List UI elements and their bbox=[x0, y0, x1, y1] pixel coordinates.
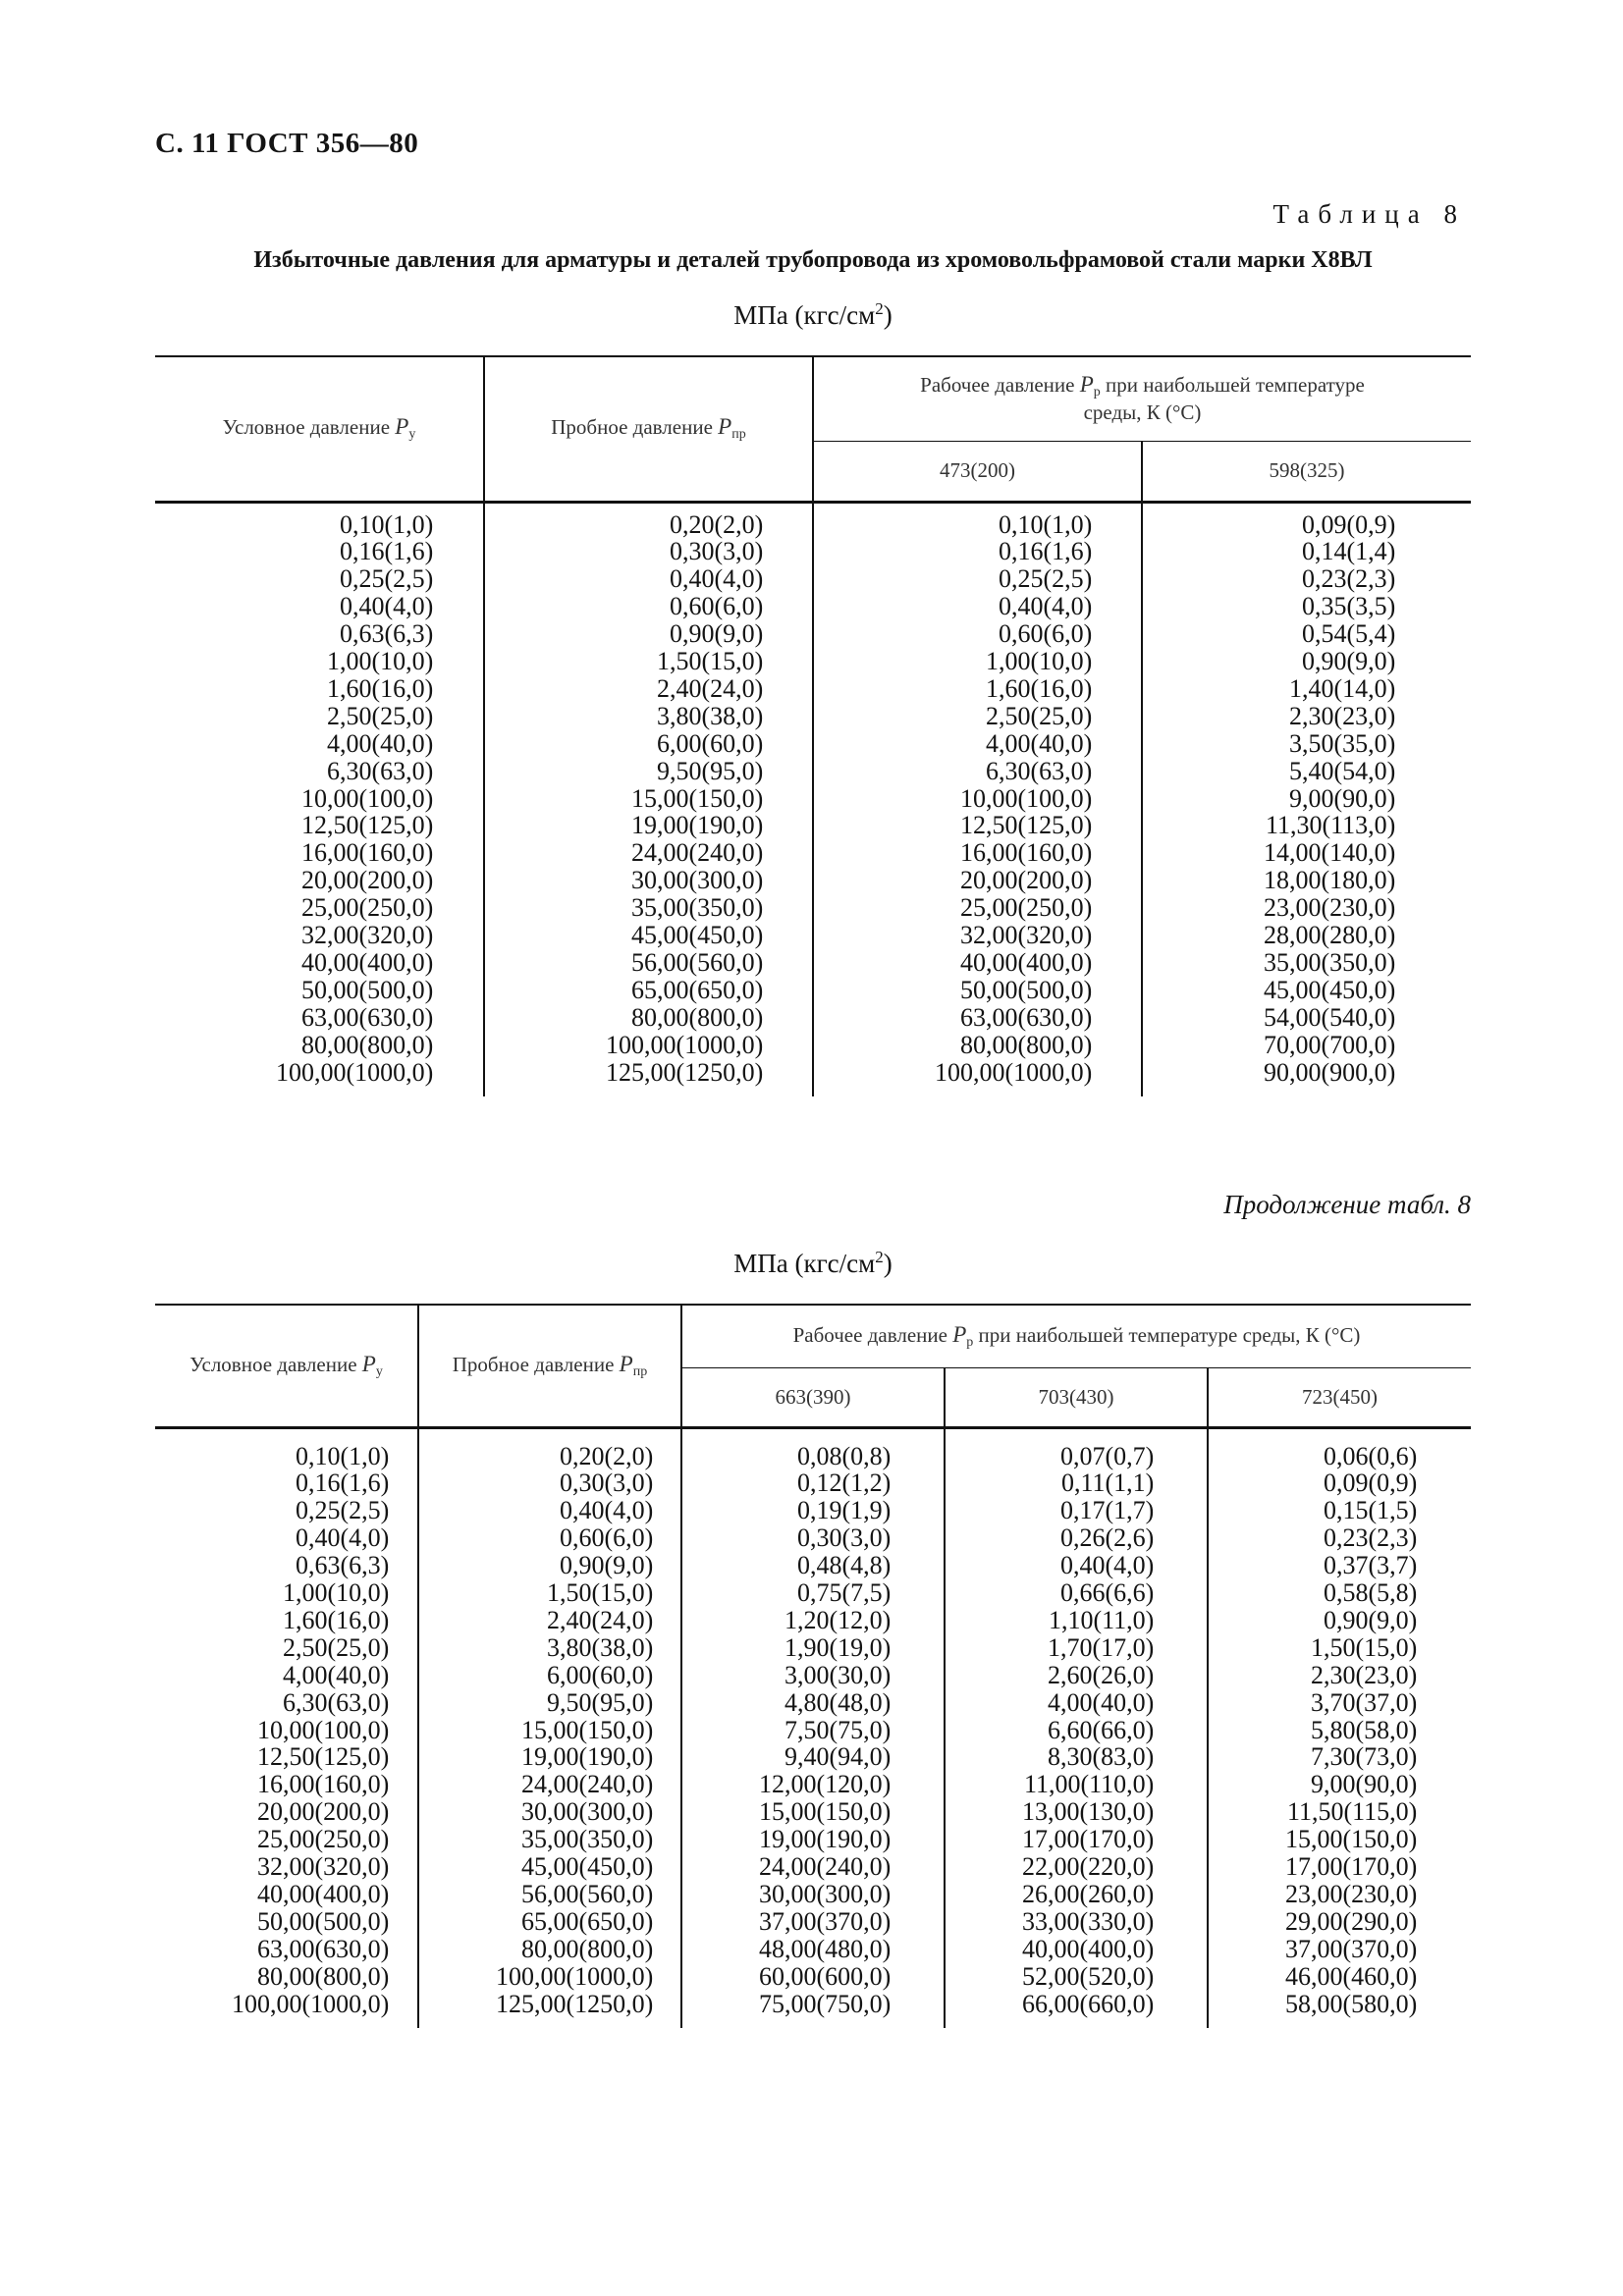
cell-value: 32,00(320,0) bbox=[301, 921, 434, 950]
header-temp-450: 723(450) bbox=[1208, 1367, 1471, 1427]
header-temp-200: 473(200) bbox=[813, 441, 1142, 502]
cell-value: 30,00(300,0) bbox=[521, 1797, 654, 1827]
cell-value: 16,00(160,0) bbox=[257, 1770, 390, 1799]
table-number: Таблица 8 bbox=[1272, 199, 1466, 229]
cell-value: 8,30(83,0) bbox=[1048, 1742, 1155, 1772]
cell-value: 15,00(150,0) bbox=[1285, 1825, 1418, 1854]
cell-value: 20,00(200,0) bbox=[257, 1797, 390, 1827]
cell-value: 35,00(350,0) bbox=[1264, 948, 1396, 977]
cell-value: 56,00(560,0) bbox=[521, 1880, 654, 1908]
cell-value: 5,80(58,0) bbox=[1311, 1715, 1418, 1744]
header-temp-325: 598(325) bbox=[1142, 441, 1471, 502]
cell-value: 66,00(660,0) bbox=[1022, 1989, 1155, 2018]
col-nominal bbox=[155, 502, 484, 1096]
header-working-pressure-2: Рабочее давление $P_р$ при наибольшей температуре среды, К (°С) bbox=[681, 1305, 1471, 1367]
cell-value: 0,10(1,0) bbox=[296, 1441, 390, 1470]
cell-value: 1,60(16,0) bbox=[283, 1605, 390, 1634]
cell-value: 15,00(150,0) bbox=[759, 1797, 892, 1827]
cell-value: 100,00(1000,0) bbox=[935, 1057, 1093, 1087]
cell-value: 0,90(9,0) bbox=[1324, 1605, 1418, 1634]
cell-value: 11,30(113,0) bbox=[1265, 811, 1396, 840]
pressure-table-1 bbox=[155, 355, 1471, 1096]
cell-value: 0,58(5,8) bbox=[1324, 1578, 1418, 1608]
cell-value: 6,30(63,0) bbox=[986, 756, 1093, 785]
cell-value: 125,00(1250,0) bbox=[496, 1989, 654, 2018]
cell-value: 65,00(650,0) bbox=[631, 975, 764, 1004]
cell-value: 30,00(300,0) bbox=[631, 866, 764, 895]
cell-value: 0,25(2,5) bbox=[296, 1496, 390, 1525]
cell-value: 0,40(4,0) bbox=[999, 592, 1093, 621]
cell-value: 40,00(400,0) bbox=[257, 1880, 390, 1908]
cell-value: 1,70(17,0) bbox=[1048, 1632, 1155, 1662]
header-working-pressure: Рабочее давление $P_р$ при наибольшей температуре среды, К (°С) bbox=[813, 356, 1471, 441]
cell-value: 1,90(19,0) bbox=[784, 1632, 892, 1662]
cell-value: 0,35(3,5) bbox=[1302, 592, 1396, 621]
cell-value: 58,00(580,0) bbox=[1285, 1989, 1418, 2018]
cell-value: 24,00(240,0) bbox=[631, 838, 764, 868]
units-close: ) bbox=[883, 300, 893, 330]
cell-value: 48,00(480,0) bbox=[759, 1934, 892, 1963]
cell-value: 1,10(11,0) bbox=[1048, 1605, 1155, 1634]
cell-value: 3,80(38,0) bbox=[657, 701, 764, 730]
cell-value: 30,00(300,0) bbox=[759, 1880, 892, 1908]
cell-value: 63,00(630,0) bbox=[301, 1002, 434, 1032]
cell-value: 0,23(2,3) bbox=[1302, 564, 1396, 594]
cell-value: 1,20(12,0) bbox=[784, 1605, 892, 1634]
cell-value: 0,15(1,5) bbox=[1324, 1496, 1418, 1525]
cell-value: 24,00(240,0) bbox=[521, 1770, 654, 1799]
cell-value: 80,00(800,0) bbox=[631, 1002, 764, 1032]
cell-value: 19,00(190,0) bbox=[759, 1825, 892, 1854]
cell-value: 33,00(330,0) bbox=[1022, 1906, 1155, 1936]
cell-value: 0,60(6,0) bbox=[560, 1523, 654, 1553]
cell-value: 45,00(450,0) bbox=[1264, 975, 1396, 1004]
cell-value: 9,40(94,0) bbox=[784, 1742, 892, 1772]
cell-value: 80,00(800,0) bbox=[521, 1934, 654, 1963]
cell-value: 0,09(0,9) bbox=[1324, 1468, 1418, 1498]
header-nominal-pressure: Условное давление $P_у$ bbox=[155, 356, 484, 502]
header-nominal-pressure-2: Условное давление $P_у$ bbox=[155, 1305, 418, 1427]
cell-value: 35,00(350,0) bbox=[631, 893, 764, 923]
cell-value: 32,00(320,0) bbox=[257, 1852, 390, 1882]
cell-value: 23,00(230,0) bbox=[1285, 1880, 1418, 1908]
cell-value: 100,00(1000,0) bbox=[232, 1989, 390, 2018]
cell-value: 9,50(95,0) bbox=[547, 1687, 654, 1717]
cell-value: 0,14(1,4) bbox=[1302, 537, 1396, 566]
cell-value: 0,63(6,3) bbox=[296, 1551, 390, 1580]
cell-value: 4,80(48,0) bbox=[784, 1687, 892, 1717]
cell-value: 100,00(1000,0) bbox=[606, 1030, 764, 1059]
units-text-2: МПа (кгс/см bbox=[733, 1249, 876, 1278]
cell-value: 10,00(100,0) bbox=[960, 783, 1093, 813]
page-header: С. 11 ГОСТ 356—80 bbox=[155, 128, 419, 159]
cell-value: 1,00(10,0) bbox=[986, 647, 1093, 676]
units-exponent: 2 bbox=[875, 299, 884, 318]
cell-value: 4,00(40,0) bbox=[283, 1660, 390, 1689]
cell-value: 80,00(800,0) bbox=[301, 1030, 434, 1059]
cell-value: 45,00(450,0) bbox=[521, 1852, 654, 1882]
cell-value: 20,00(200,0) bbox=[301, 866, 434, 895]
cell-value: 29,00(290,0) bbox=[1285, 1906, 1418, 1936]
cell-value: 80,00(800,0) bbox=[257, 1961, 390, 1991]
cell-value: 6,60(66,0) bbox=[1048, 1715, 1155, 1744]
cell-value: 52,00(520,0) bbox=[1022, 1961, 1155, 1991]
cell-value: 18,00(180,0) bbox=[1264, 866, 1396, 895]
cell-value: 15,00(150,0) bbox=[631, 783, 764, 813]
cell-value: 1,50(15,0) bbox=[547, 1578, 654, 1608]
cell-value: 24,00(240,0) bbox=[759, 1852, 892, 1882]
header-test-pressure: Пробное давление $P_{пр}$ bbox=[484, 356, 813, 502]
cell-value: 0,08(0,8) bbox=[797, 1441, 892, 1470]
cell-value: 60,00(600,0) bbox=[759, 1961, 892, 1991]
cell-value: 20,00(200,0) bbox=[960, 866, 1093, 895]
cell-value: 2,60(26,0) bbox=[1048, 1660, 1155, 1689]
cell-value: 0,20(2,0) bbox=[670, 509, 764, 539]
cell-value: 0,06(0,6) bbox=[1324, 1441, 1418, 1470]
cell-value: 9,50(95,0) bbox=[657, 756, 764, 785]
cell-value: 13,00(130,0) bbox=[1022, 1797, 1155, 1827]
cell-value: 0,25(2,5) bbox=[999, 564, 1093, 594]
cell-value: 6,30(63,0) bbox=[327, 756, 434, 785]
cell-value: 15,00(150,0) bbox=[521, 1715, 654, 1744]
cell-value: 70,00(700,0) bbox=[1264, 1030, 1396, 1059]
cell-value: 0,90(9,0) bbox=[560, 1551, 654, 1580]
cell-value: 6,00(60,0) bbox=[547, 1660, 654, 1689]
cell-value: 54,00(540,0) bbox=[1264, 1002, 1396, 1032]
cell-value: 56,00(560,0) bbox=[631, 948, 764, 977]
cell-value: 0,40(4,0) bbox=[560, 1496, 654, 1525]
cell-value: 0,37(3,7) bbox=[1324, 1551, 1418, 1580]
cell-value: 80,00(800,0) bbox=[960, 1030, 1093, 1059]
col-temp-325 bbox=[1142, 502, 1471, 1096]
col-temp-390 bbox=[681, 1427, 945, 2028]
cell-value: 0,40(4,0) bbox=[670, 564, 764, 594]
col-temp-430 bbox=[945, 1427, 1208, 2028]
col-temp-200 bbox=[813, 502, 1142, 1096]
cell-value: 10,00(100,0) bbox=[257, 1715, 390, 1744]
cell-value: 35,00(350,0) bbox=[521, 1825, 654, 1854]
cell-value: 3,00(30,0) bbox=[784, 1660, 892, 1689]
cell-value: 0,90(9,0) bbox=[1302, 647, 1396, 676]
continuation-label: Продолжение табл. 8 bbox=[1223, 1190, 1471, 1219]
header-temp-390: 663(390) bbox=[681, 1367, 945, 1427]
cell-value: 0,40(4,0) bbox=[296, 1523, 390, 1553]
cell-value: 19,00(190,0) bbox=[631, 811, 764, 840]
cell-value: 0,12(1,2) bbox=[797, 1468, 892, 1498]
cell-value: 45,00(450,0) bbox=[631, 921, 764, 950]
cell-value: 46,00(460,0) bbox=[1285, 1961, 1418, 1991]
cell-value: 0,07(0,7) bbox=[1060, 1441, 1155, 1470]
units-exponent-2: 2 bbox=[875, 1248, 884, 1266]
cell-value: 0,40(4,0) bbox=[1060, 1551, 1155, 1580]
cell-value: 26,00(260,0) bbox=[1022, 1880, 1155, 1908]
cell-value: 2,50(25,0) bbox=[283, 1632, 390, 1662]
cell-value: 2,50(25,0) bbox=[986, 701, 1093, 730]
cell-value: 4,00(40,0) bbox=[1048, 1687, 1155, 1717]
cell-value: 0,19(1,9) bbox=[797, 1496, 892, 1525]
cell-value: 0,63(6,3) bbox=[340, 619, 434, 649]
cell-value: 12,50(125,0) bbox=[301, 811, 434, 840]
cell-value: 40,00(400,0) bbox=[1022, 1934, 1155, 1963]
cell-value: 37,00(370,0) bbox=[1285, 1934, 1418, 1963]
cell-value: 9,00(90,0) bbox=[1289, 783, 1396, 813]
cell-value: 0,10(1,0) bbox=[340, 509, 434, 539]
cell-value: 0,40(4,0) bbox=[340, 592, 434, 621]
cell-value: 3,70(37,0) bbox=[1311, 1687, 1418, 1717]
cell-value: 7,50(75,0) bbox=[784, 1715, 892, 1744]
cell-value: 1,00(10,0) bbox=[283, 1578, 390, 1608]
cell-value: 65,00(650,0) bbox=[521, 1906, 654, 1936]
cell-value: 23,00(230,0) bbox=[1264, 893, 1396, 923]
cell-value: 2,30(23,0) bbox=[1311, 1660, 1418, 1689]
cell-value: 3,80(38,0) bbox=[547, 1632, 654, 1662]
cell-value: 12,50(125,0) bbox=[257, 1742, 390, 1772]
cell-value: 17,00(170,0) bbox=[1022, 1825, 1155, 1854]
cell-value: 0,16(1,6) bbox=[340, 537, 434, 566]
cell-value: 7,30(73,0) bbox=[1311, 1742, 1418, 1772]
cell-value: 63,00(630,0) bbox=[960, 1002, 1093, 1032]
cell-value: 0,20(2,0) bbox=[560, 1441, 654, 1470]
cell-value: 100,00(1000,0) bbox=[496, 1961, 654, 1991]
cell-value: 0,66(6,6) bbox=[1060, 1578, 1155, 1608]
header-temp-430: 703(430) bbox=[945, 1367, 1208, 1427]
cell-value: 50,00(500,0) bbox=[301, 975, 434, 1004]
cell-value: 22,00(220,0) bbox=[1022, 1852, 1155, 1882]
cell-value: 0,75(7,5) bbox=[797, 1578, 892, 1608]
table-caption: Избыточные давления для арматуры и деталей трубопровода из хромовольфрамовой стали марки Х8ВЛ bbox=[253, 247, 1373, 273]
cell-value: 4,00(40,0) bbox=[986, 728, 1093, 758]
cell-value: 6,00(60,0) bbox=[657, 728, 764, 758]
col-test bbox=[484, 502, 813, 1096]
cell-value: 75,00(750,0) bbox=[759, 1989, 892, 2018]
cell-value: 14,00(140,0) bbox=[1264, 838, 1396, 868]
cell-value: 9,00(90,0) bbox=[1311, 1770, 1418, 1799]
cell-value: 1,40(14,0) bbox=[1289, 673, 1396, 703]
units-label-2 bbox=[155, 1248, 1471, 1279]
cell-value: 0,16(1,6) bbox=[999, 537, 1093, 566]
cell-value: 0,30(3,0) bbox=[797, 1523, 892, 1553]
cell-value: 0,90(9,0) bbox=[670, 619, 764, 649]
cell-value: 0,25(2,5) bbox=[340, 564, 434, 594]
cell-value: 25,00(250,0) bbox=[257, 1825, 390, 1854]
cell-value: 19,00(190,0) bbox=[521, 1742, 654, 1772]
cell-value: 90,00(900,0) bbox=[1264, 1057, 1396, 1087]
cell-value: 50,00(500,0) bbox=[960, 975, 1093, 1004]
cell-value: 1,00(10,0) bbox=[327, 647, 434, 676]
cell-value: 0,11(1,1) bbox=[1060, 1468, 1155, 1498]
cell-value: 17,00(170,0) bbox=[1285, 1852, 1418, 1882]
cell-value: 11,50(115,0) bbox=[1286, 1797, 1418, 1827]
cell-value: 50,00(500,0) bbox=[257, 1906, 390, 1936]
cell-value: 2,30(23,0) bbox=[1289, 701, 1396, 730]
cell-value: 0,17(1,7) bbox=[1060, 1496, 1155, 1525]
cell-value: 1,60(16,0) bbox=[986, 673, 1093, 703]
pressure-table-2 bbox=[155, 1304, 1471, 2028]
cell-value: 12,00(120,0) bbox=[759, 1770, 892, 1799]
cell-value: 0,10(1,0) bbox=[999, 509, 1093, 539]
cell-value: 0,09(0,9) bbox=[1302, 509, 1396, 539]
cell-value: 0,48(4,8) bbox=[797, 1551, 892, 1580]
cell-value: 2,40(24,0) bbox=[547, 1605, 654, 1634]
cell-value: 0,60(6,0) bbox=[999, 619, 1093, 649]
cell-value: 0,26(2,6) bbox=[1060, 1523, 1155, 1553]
cell-value: 25,00(250,0) bbox=[301, 893, 434, 923]
cell-value: 1,50(15,0) bbox=[1311, 1632, 1418, 1662]
col-temp-450 bbox=[1208, 1427, 1471, 2028]
cell-value: 16,00(160,0) bbox=[301, 838, 434, 868]
col-nominal-2 bbox=[155, 1427, 418, 2028]
cell-value: 125,00(1250,0) bbox=[606, 1057, 764, 1087]
cell-value: 1,60(16,0) bbox=[327, 673, 434, 703]
units-label bbox=[155, 299, 1471, 331]
cell-value: 0,30(3,0) bbox=[560, 1468, 654, 1498]
units-close-2: ) bbox=[883, 1249, 893, 1278]
cell-value: 10,00(100,0) bbox=[301, 783, 434, 813]
cell-value: 16,00(160,0) bbox=[960, 838, 1093, 868]
cell-value: 12,50(125,0) bbox=[960, 811, 1093, 840]
cell-value: 6,30(63,0) bbox=[283, 1687, 390, 1717]
cell-value: 5,40(54,0) bbox=[1289, 756, 1396, 785]
cell-value: 32,00(320,0) bbox=[960, 921, 1093, 950]
cell-value: 0,30(3,0) bbox=[670, 537, 764, 566]
header-test-pressure-2: Пробное давление $P_{пр}$ bbox=[418, 1305, 681, 1427]
cell-value: 11,00(110,0) bbox=[1023, 1770, 1155, 1799]
cell-value: 2,50(25,0) bbox=[327, 701, 434, 730]
cell-value: 3,50(35,0) bbox=[1289, 728, 1396, 758]
cell-value: 1,50(15,0) bbox=[657, 647, 764, 676]
units-text: МПа (кгс/см bbox=[733, 300, 876, 330]
cell-value: 25,00(250,0) bbox=[960, 893, 1093, 923]
cell-value: 0,60(6,0) bbox=[670, 592, 764, 621]
col-test-2 bbox=[418, 1427, 681, 2028]
cell-value: 40,00(400,0) bbox=[301, 948, 434, 977]
cell-value: 100,00(1000,0) bbox=[276, 1057, 434, 1087]
cell-value: 0,23(2,3) bbox=[1324, 1523, 1418, 1553]
cell-value: 63,00(630,0) bbox=[257, 1934, 390, 1963]
cell-value: 2,40(24,0) bbox=[657, 673, 764, 703]
cell-value: 37,00(370,0) bbox=[759, 1906, 892, 1936]
cell-value: 28,00(280,0) bbox=[1264, 921, 1396, 950]
cell-value: 4,00(40,0) bbox=[327, 728, 434, 758]
cell-value: 0,54(5,4) bbox=[1302, 619, 1396, 649]
cell-value: 0,16(1,6) bbox=[296, 1468, 390, 1498]
cell-value: 40,00(400,0) bbox=[960, 948, 1093, 977]
